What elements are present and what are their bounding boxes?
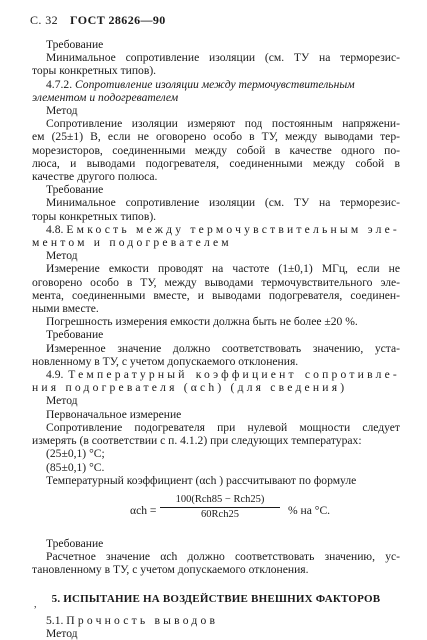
clause-title-cont: ния подогревателя (αch) (для сведения) xyxy=(32,381,348,395)
text-line: Минимальное сопротивление изоляции (см. ТУ на терморезис- xyxy=(46,51,400,65)
text-line: Температурный коэффициент (αch ) рассчитывают по формуле xyxy=(46,473,357,487)
margin-mark: , xyxy=(34,599,37,610)
page-number: С. 32 xyxy=(30,13,59,27)
text-line: новленному в ТУ, с учетом допускаемого отклонения. xyxy=(32,354,299,368)
text-line: Сопротивление подогревателя при нулевой мощности следует xyxy=(46,420,400,434)
text-line: Погрешность измерения емкости должна быть не более ±20 %. xyxy=(46,315,358,329)
text-line: люса, и выводами подогревателя, соединенными между собой в xyxy=(32,156,400,170)
temperature-1: (25±0,1) °С; xyxy=(46,447,105,461)
subheading-requirement: Требование xyxy=(46,183,104,197)
clause-title-cont: ментом и подогревателем xyxy=(32,236,232,250)
text-line: морезисторов, соединенными между собой в качестве одного по- xyxy=(32,143,400,157)
section-title: 5. ИСПЫТАНИЕ НА ВОЗДЕЙСТВИЕ ВНЕШНИХ ФАКТОРОВ xyxy=(51,592,381,605)
text-line: Измеренное значение должно соответствовать значению, уста- xyxy=(46,341,400,355)
formula-rhs: % на °С. xyxy=(288,503,331,517)
clause-heading xyxy=(32,223,400,236)
text-line: качестве другого полюса. xyxy=(32,170,158,184)
text-line: измерять (в соответствии с п. 4.1.2) при следующих температурах: xyxy=(32,434,362,448)
clause-number: 4.8. xyxy=(46,222,64,236)
subheading-initial: Первоначальное измерение xyxy=(46,407,182,421)
text-line: Минимальное сопротивление изоляции (см. ТУ на терморезис- xyxy=(46,196,400,210)
text-line: Измерение емкости проводят на частоте (1±0,1) МГц, если не xyxy=(46,262,400,276)
text-line: мента, соединенными вместе, и выводами подогревателя, соединен- xyxy=(32,288,400,302)
subheading-requirement: Требование xyxy=(46,328,104,342)
text-line: тановленному в ТУ, с учетом допускаемого отклонения. xyxy=(32,563,309,577)
text-line: ными вместе. xyxy=(32,302,99,316)
clause-title-cont: элементом и подогревателем xyxy=(32,90,179,104)
clause-title: Прочность выводов xyxy=(66,613,219,627)
formula xyxy=(32,491,400,531)
subheading-requirement: Требование xyxy=(46,536,104,550)
document-body xyxy=(32,38,400,640)
clause-heading xyxy=(32,78,400,91)
subheading-method: Метод xyxy=(46,249,78,263)
subheading-method: Метод xyxy=(46,394,78,408)
clause-number: 5.1. xyxy=(46,613,64,627)
page-header xyxy=(30,14,166,27)
subheading-method: Метод xyxy=(46,104,78,118)
clause-number: 4.7.2. xyxy=(46,77,73,91)
clause-title: Сопротивление изоляции между термочувствительным xyxy=(75,77,355,91)
clause-heading xyxy=(32,368,400,381)
formula-lhs: αch = xyxy=(130,503,157,517)
formula-numerator: 100(Rch85 − Rch25) xyxy=(160,493,280,508)
clause-heading xyxy=(32,614,400,627)
text-line: Сопротивление изоляции измеряют под постоянным напряжени- xyxy=(46,117,400,131)
standard-code: ГОСТ 28626—90 xyxy=(70,13,166,27)
text-line: торы конкретных типов). xyxy=(32,209,157,223)
text-line: торы конкретных типов). xyxy=(32,64,157,78)
text-line: оговорено особо в ТУ, между выводами термочувствительного эле- xyxy=(32,275,400,289)
formula-fraction xyxy=(160,493,280,521)
clause-title: Температурный коэффициент сопротивле- xyxy=(68,368,400,382)
subheading-requirement: Требование xyxy=(46,38,104,51)
clause-title: Емкость между термочувствительным эле- xyxy=(66,222,400,236)
clause-number: 4.9. xyxy=(46,368,64,382)
formula-denominator: 60Rch25 xyxy=(201,509,239,521)
text-line: ем (25±1) В, если не оговорено особо в ТУ, между выводами тер- xyxy=(32,130,400,144)
temperature-2: (85±0,1) °С. xyxy=(46,460,105,474)
subheading-method: Метод xyxy=(46,626,78,640)
text-line: Расчетное значение αch должно соответствовать значению, ус- xyxy=(46,550,400,564)
